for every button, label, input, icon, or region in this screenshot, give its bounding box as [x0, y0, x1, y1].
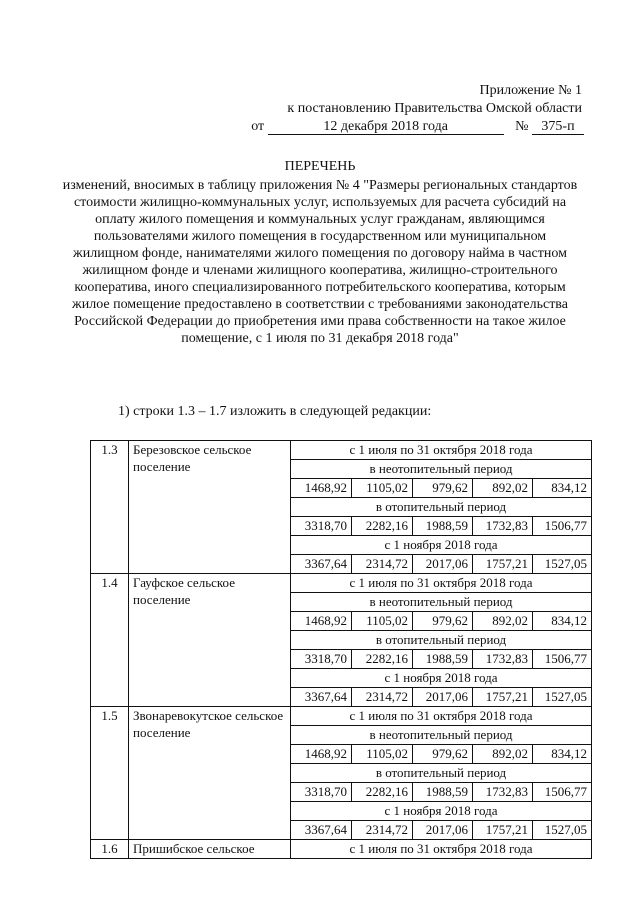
row-code: 1.5: [91, 707, 129, 840]
value-cell: 1527,05: [533, 555, 592, 574]
decree-date: 12 декабря 2018 года: [268, 119, 504, 135]
value-cell: 2282,16: [352, 650, 413, 669]
table-row: [91, 840, 592, 859]
value-cell: 2282,16: [352, 783, 413, 802]
value-cell: 3367,64: [291, 688, 352, 707]
value-cell: 1757,21: [473, 555, 533, 574]
value-cell: 834,12: [533, 745, 592, 764]
value-cell: 892,02: [473, 479, 533, 498]
value-cell: 2314,72: [352, 821, 413, 840]
value-cell: 1506,77: [533, 783, 592, 802]
value-cell: 2017,06: [413, 821, 473, 840]
standards-table: [90, 440, 592, 859]
nonheating-label: в неотопительный период: [291, 460, 592, 479]
value-cell: 1468,92: [291, 479, 352, 498]
value-cell: 1468,92: [291, 612, 352, 631]
value-cell: 892,02: [473, 612, 533, 631]
value-cell: 1527,05: [533, 821, 592, 840]
value-cell: 1988,59: [413, 650, 473, 669]
value-cell: 979,62: [413, 745, 473, 764]
value-cell: 3318,70: [291, 517, 352, 536]
period-summer: с 1 июля по 31 октября 2018 года: [291, 840, 592, 859]
title-text: изменений, вносимых в таблицу приложения № 4 "Размеры региональных стандартов стоимости жилищно-коммунальных услуг, используемых для расчета субсидий на оплату жилого помещения и коммунальных услуг гражданам, являющимся пользователями жилого помещения в государственном или муниципальном жилищном фонде, нанимателями жилого помещения по договору найма в частном жилищном фонде и членами жилищного кооператива, жилищно-строительного кооператива, иного специализированного потребительского кооператива, которым жилое помещение предоставлено в соответствии с требованиями законодательства Российской Федерации до приобретения ими права собственности на такое жилое помещение, с 1 июля по 31 декабря 2018 года": [62, 178, 578, 346]
value-cell: 1988,59: [413, 783, 473, 802]
row-code: 1.6: [91, 840, 129, 859]
intro-text: 1) строки 1.3 – 1.7 изложить в следующей редакции:: [118, 404, 432, 419]
value-cell: 1757,21: [473, 688, 533, 707]
value-cell: 1105,02: [352, 479, 413, 498]
decree-date-line: [251, 118, 584, 136]
value-cell: 2017,06: [413, 688, 473, 707]
row-name: Гауфское сельское поселение: [129, 574, 291, 707]
period-winter: с 1 ноября 2018 года: [291, 802, 592, 821]
value-cell: 1506,77: [533, 650, 592, 669]
value-cell: 1506,77: [533, 517, 592, 536]
value-cell: 3318,70: [291, 650, 352, 669]
value-cell: 1757,21: [473, 821, 533, 840]
nonheating-label: в неотопительный период: [291, 593, 592, 612]
value-cell: 1105,02: [352, 612, 413, 631]
value-cell: 3367,64: [291, 821, 352, 840]
value-cell: 2017,06: [413, 555, 473, 574]
value-cell: 1732,83: [473, 650, 533, 669]
value-cell: 892,02: [473, 745, 533, 764]
value-cell: 1732,83: [473, 517, 533, 536]
value-cell: 1732,83: [473, 783, 533, 802]
value-cell: 2314,72: [352, 688, 413, 707]
row-code: 1.3: [91, 441, 129, 574]
value-cell: 2282,16: [352, 517, 413, 536]
table-row: [91, 441, 592, 460]
value-cell: 834,12: [533, 612, 592, 631]
row-name: Березовское сельское поселение: [129, 441, 291, 574]
period-winter: с 1 ноября 2018 года: [291, 669, 592, 688]
value-cell: 3318,70: [291, 783, 352, 802]
document-title: [60, 158, 580, 347]
value-cell: 1105,02: [352, 745, 413, 764]
row-name: Пришибское сельское: [129, 840, 291, 859]
period-summer: с 1 июля по 31 октября 2018 года: [291, 574, 592, 593]
from-label: от: [251, 119, 265, 134]
value-cell: 979,62: [413, 479, 473, 498]
number-label: №: [515, 119, 529, 134]
table-row: [91, 574, 592, 593]
heating-label: в отопительный период: [291, 764, 592, 783]
appendix-number: Приложение № 1: [479, 83, 582, 98]
period-summer: с 1 июля по 31 октября 2018 года: [291, 441, 592, 460]
value-cell: 2314,72: [352, 555, 413, 574]
appendix-reference: к постановлению Правительства Омской области: [287, 101, 582, 116]
decree-number: 375-п: [532, 119, 584, 135]
row-code: 1.4: [91, 574, 129, 707]
heating-label: в отопительный период: [291, 498, 592, 517]
period-winter: с 1 ноября 2018 года: [291, 536, 592, 555]
value-cell: 834,12: [533, 479, 592, 498]
row-name: Звонаревокутское сельское поселение: [129, 707, 291, 840]
period-summer: с 1 июля по 31 октября 2018 года: [291, 707, 592, 726]
title-heading: ПЕРЕЧЕНЬ: [284, 159, 356, 174]
nonheating-label: в неотопительный период: [291, 726, 592, 745]
value-cell: 979,62: [413, 612, 473, 631]
value-cell: 1468,92: [291, 745, 352, 764]
table-row: [91, 707, 592, 726]
value-cell: 1527,05: [533, 688, 592, 707]
heating-label: в отопительный период: [291, 631, 592, 650]
value-cell: 1988,59: [413, 517, 473, 536]
value-cell: 3367,64: [291, 555, 352, 574]
